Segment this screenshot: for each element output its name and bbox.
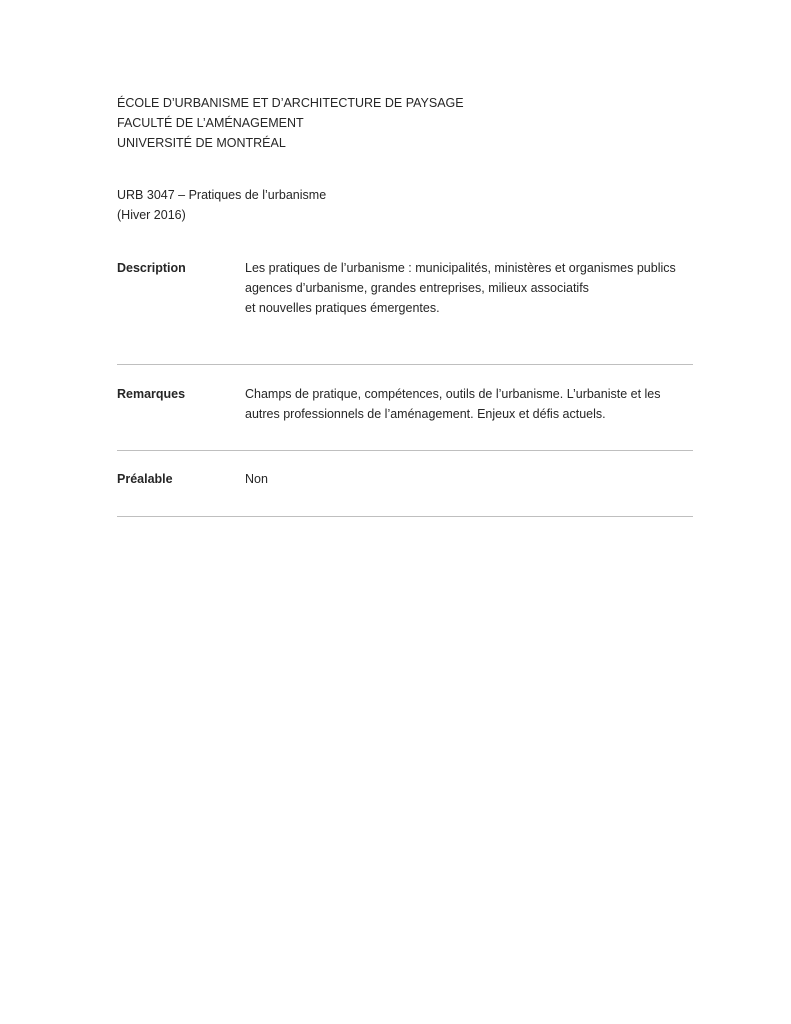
section-divider xyxy=(117,450,693,451)
course-title: URB 3047 – Pratiques de l’urbanisme xyxy=(117,188,327,202)
faculty-name: FACULTÉ DE L’AMÉNAGEMENT xyxy=(117,116,304,130)
description-text xyxy=(245,258,695,318)
remarques-line: Champs de pratique, compétences, outils de l’urbanisme. L’urbaniste et les xyxy=(245,387,661,401)
description-line: et nouvelles pratiques émergentes. xyxy=(245,301,440,315)
institution-header xyxy=(117,93,464,153)
course-heading xyxy=(117,185,326,225)
remarques-line: autres professionnels de l’aménagement. Enjeux et défis actuels. xyxy=(245,407,606,421)
section-divider xyxy=(117,364,693,365)
prealable-value: Non xyxy=(245,472,268,486)
school-name: ÉCOLE D’URBANISME ET D’ARCHITECTURE DE PAYSAGE xyxy=(117,96,464,110)
university-name: UNIVERSITÉ DE MONTRÉAL xyxy=(117,136,286,150)
remarques-label: Remarques xyxy=(117,387,186,401)
description-label: Description xyxy=(117,261,186,275)
remarques-text xyxy=(245,384,695,424)
description-line: agences d’urbanisme, grandes entreprises, milieux associatifs xyxy=(245,281,589,295)
course-session: (Hiver 2016) xyxy=(117,208,186,222)
section-divider xyxy=(117,516,693,517)
prealable-label: Préalable xyxy=(117,472,173,486)
description-line: Les pratiques de l’urbanisme : municipalités, ministères et organismes publics xyxy=(245,261,676,275)
